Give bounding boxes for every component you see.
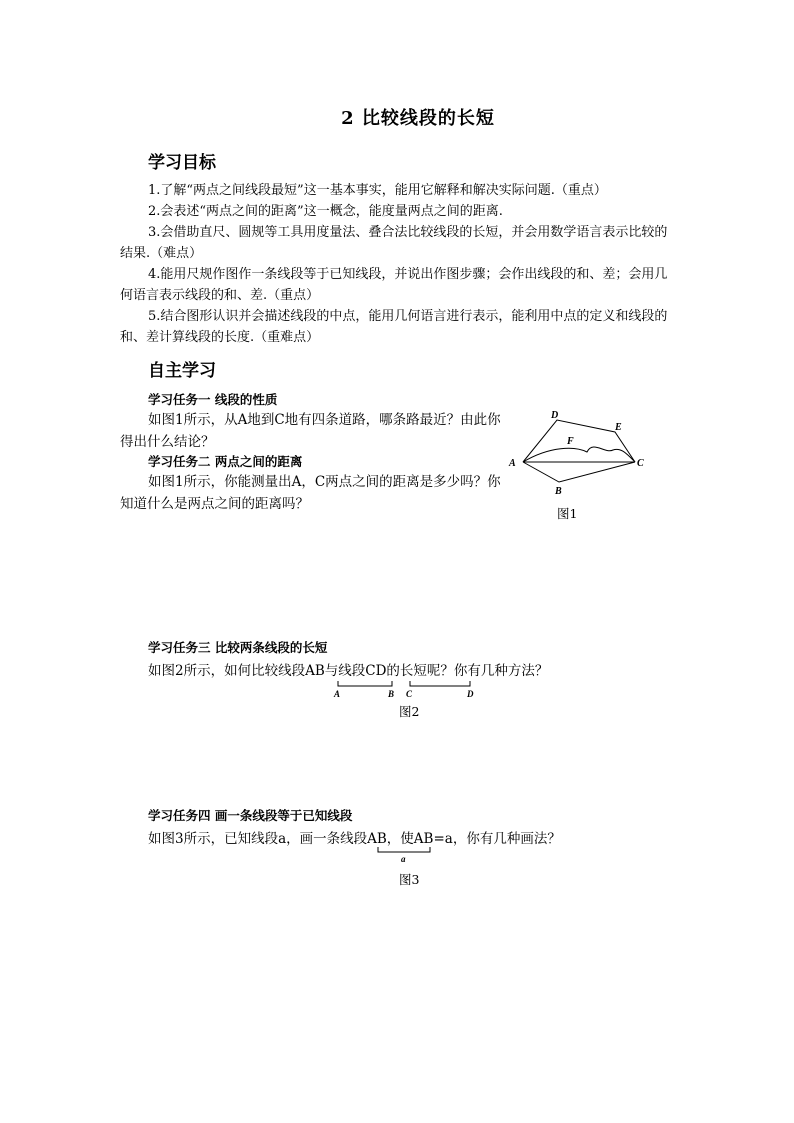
fig3-label-a: a — [401, 854, 406, 864]
fig2-segment-ab — [338, 681, 392, 686]
objective-5: 5.结合图形认识并会描述线段的中点，能用几何语言进行表示，能利用中点的定义和线段的和、差计算线段的长度.（重难点） — [120, 309, 668, 345]
fig1-label-e: E — [615, 422, 622, 433]
fig2-segment-cd — [410, 681, 470, 686]
task-3-text: 如图2所示，如何比较线段AB与线段CD的长短呢？你有几种方法？ — [148, 663, 549, 679]
fig3-segment-a — [378, 847, 430, 852]
fig2-label-c: C — [406, 689, 413, 699]
figure-2 — [330, 678, 480, 700]
task-4-heading: 学习任务四 画一条线段等于已知线段 — [148, 808, 353, 823]
section-heading-self-study: 自主学习 — [148, 361, 216, 381]
objective-2: 2.会表述“两点之间的距离”这一概念，能度量两点之间的距离. — [148, 204, 503, 219]
page-title: 2 比较线段的长短 — [341, 108, 495, 129]
objective-1: 1.了解“两点之间线段最短”这一基本事实，能用它解释和解决实际问题.（重点） — [148, 183, 607, 198]
section-heading-goals: 学习目标 — [148, 153, 216, 173]
figure-3-caption: 图3 — [399, 872, 420, 887]
task-1-text: 如图1所示，从A地到C地有四条道路，哪条路最近？由此你得出什么结论？ — [120, 412, 501, 450]
fig2-label-a: A — [334, 689, 341, 699]
figure-1-caption: 图1 — [557, 506, 578, 521]
fig2-label-d: D — [467, 689, 474, 699]
fig1-label-a: A — [509, 458, 516, 469]
task-2-text: 如图1所示，你能测量出A，C两点之间的距离是多少吗？你知道什么是两点之间的距离吗？ — [120, 474, 501, 512]
objective-4: 4.能用尺规作图作一条线段等于已知线段，并说出作图步骤；会作出线段的和、差；会用几何语言表示线段的和、差.（重点） — [120, 267, 668, 303]
task-4-text: 如图3所示，已知线段a，画一条线段AB，使AB=a，你有几种画法？ — [148, 831, 561, 847]
objective-3: 3.会借助直尺、圆规等工具用度量法、叠合法比较线段的长短，并会用数学语言表示比较的结果.（难点） — [120, 225, 668, 261]
fig1-label-b: B — [555, 486, 562, 497]
figure-2-caption: 图2 — [399, 704, 420, 719]
figure-1 — [505, 400, 655, 505]
task-2-heading: 学习任务二 两点之间的距离 — [148, 454, 303, 469]
task-3-heading: 学习任务三 比较两条线段的长短 — [148, 640, 328, 655]
fig1-label-f: F — [567, 436, 574, 447]
fig1-path-afc — [523, 447, 635, 462]
fig1-label-d: D — [551, 410, 559, 421]
fig2-label-b: B — [388, 689, 395, 699]
task-1-heading: 学习任务一 线段的性质 — [148, 392, 278, 407]
figure-3 — [374, 845, 434, 865]
fig1-label-c: C — [637, 458, 644, 469]
fig1-path-abc — [523, 462, 635, 482]
